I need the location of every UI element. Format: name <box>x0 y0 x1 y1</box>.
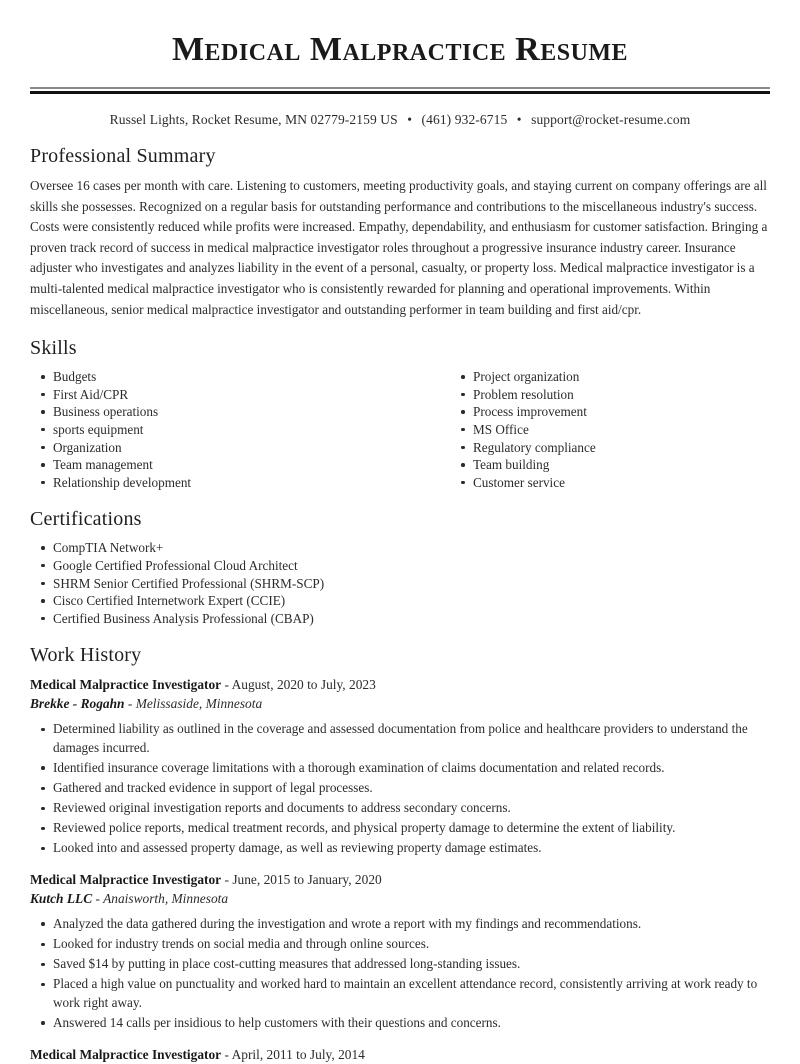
summary-text: Oversee 16 cases per month with care. Listening to customers, meeting productivity goals, and staying current on company offerings are all skills she possesses. Recognized on a regular basis for outstanding performance and contributions to the miscellaneous industry's success. Costs were consistently reduced while profits were increased. Empathy, dependability, and enthusiasm for customer satisfaction. Bringing a proven track record of success in medical malpractice investigator roles throughout a progressive insurance industry career. Insurance adjuster who investigates and analyzes liability in the event of a personal, casualty, or property loss. Medical malpractice investigator is a multi-talented medical malpractice investigator who is consistently rewarded for planning and operational improvements. Within miscellaneous, senior medical malpractice investigator and outstanding performer in team building and first aid/cpr. <box>30 178 768 317</box>
list-item: Looked into and assessed property damage, as well as reviewing property damage estimates. <box>30 839 770 858</box>
job-title: Medical Malpractice Investigator <box>30 871 222 887</box>
job-dates: August, 2020 to July, 2023 <box>231 677 376 693</box>
job-company-line <box>30 889 770 908</box>
list-item: Saved $14 by putting in place cost-cutting measures that addressed long-standing issues. <box>30 955 770 974</box>
job-company: Brekke - Rogahn <box>30 696 125 712</box>
job-dates: June, 2015 to January, 2020 <box>232 871 382 887</box>
job-company-line <box>30 694 770 713</box>
list-item: Reviewed police reports, medical treatment records, and physical property damage to determine the extent of liability. <box>30 819 770 838</box>
list-item: Google Certified Professional Cloud Architect <box>30 557 770 575</box>
list-item: Identified insurance coverage limitations with a thorough examination of claims documentation and related records. <box>30 759 770 778</box>
list-item: Project organization <box>450 368 770 386</box>
list-item: Team management <box>30 456 400 474</box>
section-heading-certifications: Certifications <box>30 508 142 531</box>
list-item: Problem resolution <box>450 386 770 404</box>
job-location: Melissaside, Minnesota <box>135 696 263 712</box>
section-certifications <box>30 507 770 627</box>
certifications-list <box>30 539 770 627</box>
job-bullets-list <box>30 720 770 858</box>
job-title-line <box>30 1045 770 1064</box>
job-separator: - <box>224 871 229 887</box>
job-dates: April, 2011 to July, 2014 <box>231 1046 365 1062</box>
section-heading-work-history: Work History <box>30 644 142 667</box>
list-item: CompTIA Network+ <box>30 539 770 557</box>
job-separator: - <box>95 890 100 906</box>
work-history-entry <box>30 675 770 858</box>
list-item: Placed a high value on punctuality and worked hard to maintain an excellent attendance record, consistently arriving at work ready to work right away. <box>30 975 770 1012</box>
job-bullets-list <box>30 915 770 1033</box>
list-item: Customer service <box>450 474 770 492</box>
list-item: Reviewed original investigation reports and documents to address secondary concerns. <box>30 799 770 818</box>
list-item: Regulatory compliance <box>450 439 770 457</box>
work-history-entry <box>30 870 770 1033</box>
job-company: Kutch LLC <box>30 890 93 906</box>
job-title-line <box>30 870 770 889</box>
contact-email: support@rocket-resume.com <box>531 112 691 127</box>
section-skills <box>30 336 770 491</box>
work-history-entry <box>30 1045 770 1064</box>
list-item: First Aid/CPR <box>30 386 400 404</box>
job-separator: - <box>127 696 133 712</box>
list-item: MS Office <box>450 421 770 439</box>
list-item: Team building <box>450 456 770 474</box>
contact-separator-2: • <box>516 112 522 127</box>
contact-separator-1: • <box>407 112 413 127</box>
section-heading-skills: Skills <box>30 337 77 360</box>
list-item: Relationship development <box>30 474 400 492</box>
job-separator: - <box>224 677 229 693</box>
skills-grid <box>30 368 770 491</box>
job-location: Anaisworth, Minnesota <box>103 890 229 906</box>
list-item: Organization <box>30 439 400 457</box>
header-divider <box>30 87 770 94</box>
contact-address: Russel Lights, Rocket Resume, MN 02779-2159 US <box>109 112 398 127</box>
list-item: Analyzed the data gathered during the investigation and wrote a report with my findings and recommendations. <box>30 915 770 934</box>
page-title: Medical Malpractice Resume <box>171 31 629 68</box>
job-separator: - <box>224 1046 229 1062</box>
list-item: Cisco Certified Internetwork Expert (CCIE) <box>30 592 770 610</box>
list-item: Certified Business Analysis Professional (CBAP) <box>30 610 770 628</box>
section-professional-summary <box>30 144 770 320</box>
job-title-line <box>30 675 770 694</box>
section-heading-summary: Professional Summary <box>30 145 216 167</box>
divider-rule-bottom <box>30 91 770 94</box>
list-item: Determined liability as outlined in the coverage and assessed documentation from police and healthcare providers to understand the damages incurred. <box>30 720 770 757</box>
list-item: Business operations <box>30 403 400 421</box>
job-title: Medical Malpractice Investigator <box>30 1046 222 1062</box>
skills-column-left <box>30 368 400 491</box>
skills-column-right <box>400 368 770 491</box>
skills-list-right <box>450 368 770 491</box>
list-item: Process improvement <box>450 403 770 421</box>
list-item: sports equipment <box>30 421 400 439</box>
list-item: Answered 14 calls per insidious to help customers with their questions and concerns. <box>30 1014 770 1033</box>
list-item: SHRM Senior Certified Professional (SHRM-SCP) <box>30 575 770 593</box>
skills-list-left <box>30 368 400 491</box>
contact-line <box>30 112 770 128</box>
section-work-history <box>30 643 770 1063</box>
list-item: Budgets <box>30 368 400 386</box>
list-item: Looked for industry trends on social media and through online sources. <box>30 935 770 954</box>
contact-phone: (461) 932-6715 <box>421 112 508 127</box>
list-item: Gathered and tracked evidence in support of legal processes. <box>30 779 770 798</box>
job-title: Medical Malpractice Investigator <box>30 677 222 693</box>
